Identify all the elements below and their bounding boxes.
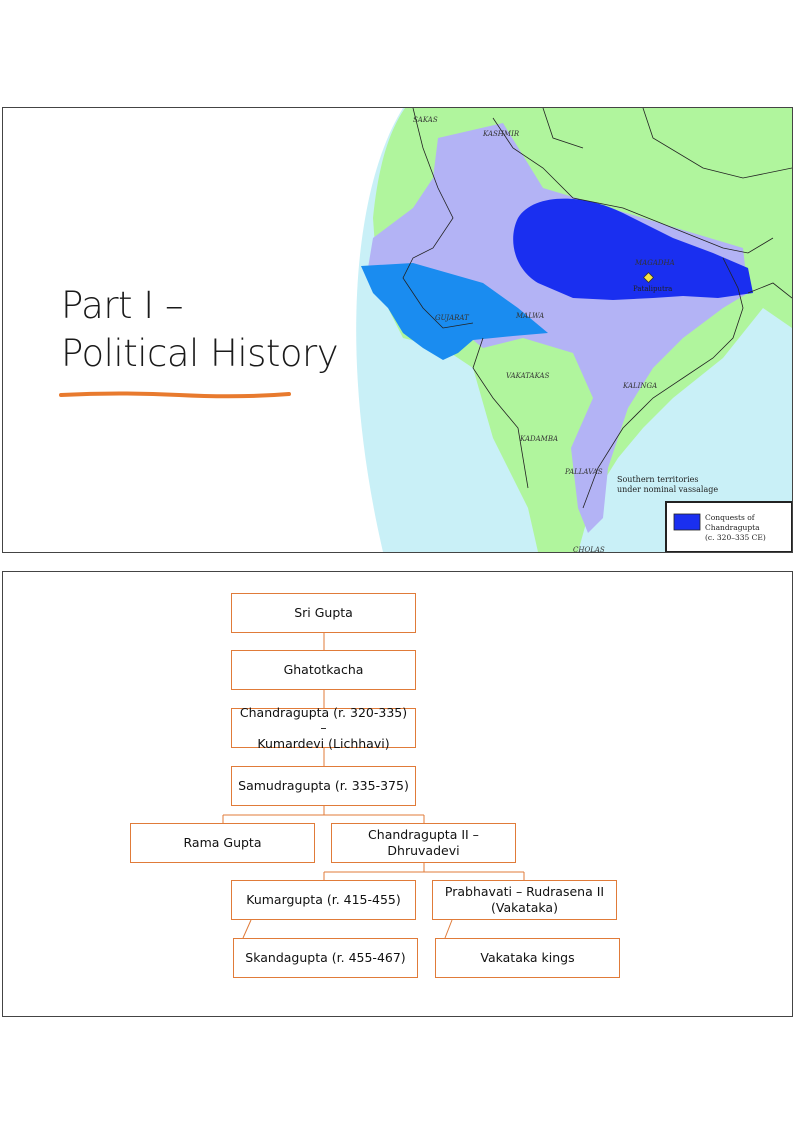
node-chandragupta-2: Chandragupta II – Dhruvadevi: [331, 823, 516, 863]
map-label-kashmir: KASHMIR: [483, 130, 520, 138]
map-label-sakas: SAKAS: [413, 116, 438, 124]
node-chandragupta-1: Chandragupta (r. 320-335) – Kumardevi (Lichhavi): [231, 708, 416, 748]
legend-line-3: (c. 320–335 CE): [705, 533, 766, 542]
node-skandagupta: Skandagupta (r. 455-467): [233, 938, 418, 978]
map-label-pallavas: PALLAVAS: [565, 468, 603, 476]
node-kumargupta: Kumargupta (r. 415-455): [231, 880, 416, 920]
map-label-malwa: MALWA: [516, 312, 545, 320]
slide-title-line-2: Political History: [61, 332, 339, 375]
title-underline: [59, 390, 293, 400]
node-samudragupta: Samudragupta (r. 335-375): [231, 766, 416, 806]
slide-title-line-1: Part I –: [61, 284, 183, 327]
map-note-line-2: under nominal vassalage: [617, 485, 719, 494]
map-label-gujarat: GUJARAT: [435, 314, 469, 322]
node-rama-gupta: Rama Gupta: [130, 823, 315, 863]
map-legend: [666, 502, 792, 552]
gupta-empire-map: [343, 108, 792, 552]
map-label-magadha: MAGADHA: [635, 259, 675, 267]
map-label-cholas: CHOLAS: [573, 546, 605, 552]
map-note-line-1: Southern territories: [617, 475, 699, 484]
map-label-kalinga: KALINGA: [623, 382, 658, 390]
node-ghatotkacha: Ghatotkacha: [231, 650, 416, 690]
node-prabhavati: Prabhavati – Rudrasena II (Vakataka): [432, 880, 617, 920]
map-label-vakatakas: VAKATAKAS: [506, 372, 550, 380]
node-vakataka-kings: Vakataka kings: [435, 938, 620, 978]
map-label-kadamba: KADAMBA: [520, 435, 559, 443]
legend-line-1: Conquests of: [705, 513, 755, 522]
node-sri-gupta: Sri Gupta: [231, 593, 416, 633]
legend-line-2: Chandragupta: [705, 523, 760, 532]
slide-gupta-genealogy: [2, 571, 793, 1017]
slide-political-history: [2, 107, 793, 553]
map-label-pataliputra: Pataliputra: [633, 285, 673, 293]
